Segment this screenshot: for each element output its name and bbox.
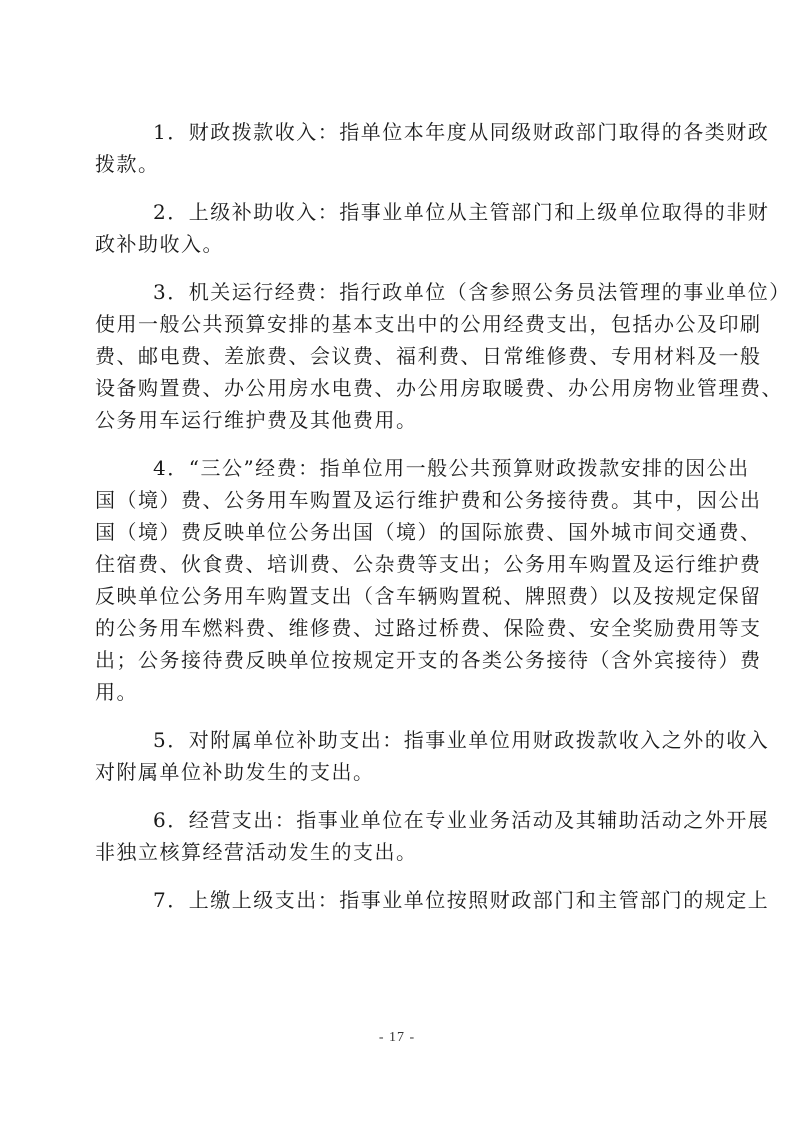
text-line: 住宿费、伙食费、培训费、公杂费等支出；公务用车购置及运行维护费 [95, 552, 762, 576]
text-line: 1．财政拨款收入：指单位本年度从同级财政部门取得的各类财政 [153, 120, 770, 144]
body-text [95, 116, 791, 932]
paragraph-4 [95, 452, 762, 708]
text-line: 公务用车运行维护费及其他费用。 [95, 408, 418, 432]
text-line: 3．机关运行经费：指行政单位（含参照公务员法管理的事业单位） [153, 280, 791, 304]
paragraph-7 [95, 884, 770, 916]
text-line: 费、邮电费、差旅费、会议费、福利费、日常维修费、专用材料及一般 [95, 344, 762, 368]
paragraph-5 [95, 724, 770, 788]
text-line: 对附属单位补助发生的支出。 [95, 760, 375, 784]
text-line: 政补助收入。 [95, 232, 224, 256]
text-line: 6．经营支出：指事业单位在专业业务活动及其辅助活动之外开展 [153, 808, 770, 832]
text-line: 设备购置费、办公用房水电费、办公用房取暖费、办公用房物业管理费、 [95, 376, 783, 400]
text-line: 5．对附属单位补助支出：指事业单位用财政拨款收入之外的收入 [153, 728, 770, 752]
text-line: 反映单位公务用车购置支出（含车辆购置税、牌照费）以及按规定保留 [95, 584, 762, 608]
text-line: 7．上缴上级支出：指事业单位按照财政部门和主管部门的规定上 [153, 888, 770, 912]
text-line: 国（境）费反映单位公务出国（境）的国际旅费、国外城市间交通费、 [95, 520, 762, 544]
text-line: 的公务用车燃料费、维修费、过路过桥费、保险费、安全奖励费用等支 [95, 616, 762, 640]
text-line: 用。 [95, 680, 138, 704]
page-number: - 17 - [378, 1030, 416, 1045]
text-line: 出；公务接待费反映单位按规定开支的各类公务接待（含外宾接待）费 [95, 648, 762, 672]
paragraph-6 [95, 804, 770, 868]
text-line: 2．上级补助收入：指事业单位从主管部门和上级单位取得的非财 [153, 200, 770, 224]
paragraph-1 [95, 116, 770, 180]
paragraph-3 [95, 276, 791, 436]
paragraph-2 [95, 196, 770, 260]
text-line: 4．“三公”经费：指单位用一般公共预算财政拨款安排的因公出 [153, 456, 750, 480]
text-line: 使用一般公共预算安排的基本支出中的公用经费支出，包括办公及印刷 [95, 312, 762, 336]
text-line: 非独立核算经营活动发生的支出。 [95, 840, 418, 864]
text-line: 拨款。 [95, 152, 160, 176]
text-line: 国（境）费、公务用车购置及运行维护费和公务接待费。其中，因公出 [95, 488, 762, 512]
